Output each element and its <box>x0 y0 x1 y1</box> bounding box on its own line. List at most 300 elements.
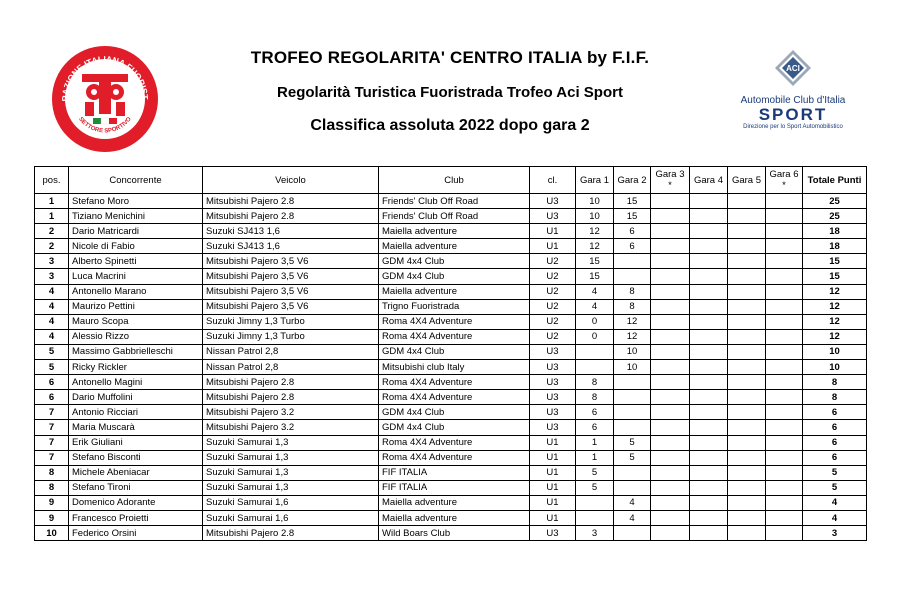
col-header-veicolo: Veicolo <box>203 167 379 194</box>
cell-gara4 <box>690 269 728 284</box>
cell-gara2 <box>614 465 651 480</box>
cell-concorrente: Dario Matricardi <box>69 224 203 239</box>
cell-club: Maiella adventure <box>379 224 530 239</box>
cell-classe: U3 <box>530 194 576 209</box>
cell-gara1: 0 <box>576 329 614 344</box>
cell-gara1: 1 <box>576 450 614 465</box>
cell-gara1: 10 <box>576 194 614 209</box>
cell-gara2: 6 <box>614 239 651 254</box>
col-header-gara2: Gara 2 <box>614 167 651 194</box>
cell-veicolo: Mitsubishi Pajero 2.8 <box>203 375 379 390</box>
col-header-pos: pos. <box>35 167 69 194</box>
cell-classe: U3 <box>530 360 576 375</box>
table-row <box>35 450 867 465</box>
cell-totale: 10 <box>803 344 867 359</box>
cell-club: GDM 4x4 Club <box>379 254 530 269</box>
cell-gara4 <box>690 194 728 209</box>
cell-gara1: 5 <box>576 480 614 495</box>
table-row <box>35 299 867 314</box>
cell-pos: 7 <box>35 450 69 465</box>
cell-gara6 <box>766 435 803 450</box>
cell-gara5 <box>728 465 766 480</box>
cell-club: Roma 4X4 Adventure <box>379 329 530 344</box>
cell-gara2: 6 <box>614 224 651 239</box>
cell-gara6 <box>766 299 803 314</box>
cell-gara2: 15 <box>614 194 651 209</box>
cell-gara6 <box>766 284 803 299</box>
cell-totale: 5 <box>803 465 867 480</box>
cell-concorrente: Francesco Proietti <box>69 510 203 525</box>
cell-gara6 <box>766 194 803 209</box>
cell-veicolo: Mitsubishi Pajero 2.8 <box>203 194 379 209</box>
cell-concorrente: Federico Orsini <box>69 526 203 541</box>
cell-veicolo: Suzuki Samurai 1,3 <box>203 480 379 495</box>
cell-totale: 15 <box>803 269 867 284</box>
table-row <box>35 329 867 344</box>
cell-totale: 25 <box>803 194 867 209</box>
cell-club: Friends' Club Off Road <box>379 209 530 224</box>
cell-gara4 <box>690 344 728 359</box>
cell-concorrente: Antonello Magini <box>69 375 203 390</box>
cell-club: Wild Boars Club <box>379 526 530 541</box>
cell-gara5 <box>728 420 766 435</box>
table-row <box>35 209 867 224</box>
cell-club: Maiella adventure <box>379 495 530 510</box>
cell-gara1: 15 <box>576 254 614 269</box>
cell-gara4 <box>690 209 728 224</box>
table-row <box>35 254 867 269</box>
cell-gara5 <box>728 510 766 525</box>
cell-gara2 <box>614 420 651 435</box>
aci-subtitle: Direzione per lo Sport Automobilistico <box>743 124 843 130</box>
cell-pos: 2 <box>35 224 69 239</box>
cell-gara4 <box>690 254 728 269</box>
cell-totale: 18 <box>803 239 867 254</box>
cell-gara3 <box>651 495 690 510</box>
cell-gara4 <box>690 299 728 314</box>
cell-gara6 <box>766 344 803 359</box>
cell-classe: U3 <box>530 526 576 541</box>
cell-veicolo: Suzuki SJ413 1,6 <box>203 224 379 239</box>
cell-gara6 <box>766 254 803 269</box>
cell-gara6 <box>766 495 803 510</box>
cell-concorrente: Michele Abeniacar <box>69 465 203 480</box>
cell-concorrente: Tiziano Menichini <box>69 209 203 224</box>
cell-pos: 4 <box>35 314 69 329</box>
cell-veicolo: Nissan Patrol 2,8 <box>203 360 379 375</box>
fif-logo <box>50 44 160 154</box>
cell-gara4 <box>690 420 728 435</box>
cell-totale: 12 <box>803 329 867 344</box>
cell-gara6 <box>766 329 803 344</box>
col-header-club: Club <box>379 167 530 194</box>
cell-gara3 <box>651 360 690 375</box>
cell-pos: 8 <box>35 465 69 480</box>
cell-classe: U1 <box>530 239 576 254</box>
cell-club: FIF ITALIA <box>379 480 530 495</box>
cell-gara6 <box>766 239 803 254</box>
cell-gara3 <box>651 299 690 314</box>
cell-gara5 <box>728 284 766 299</box>
cell-concorrente: Domenico Adorante <box>69 495 203 510</box>
cell-gara1 <box>576 495 614 510</box>
cell-gara5 <box>728 209 766 224</box>
cell-veicolo: Suzuki Samurai 1,6 <box>203 510 379 525</box>
cell-veicolo: Suzuki Samurai 1,3 <box>203 465 379 480</box>
cell-gara6 <box>766 390 803 405</box>
cell-gara3 <box>651 390 690 405</box>
cell-totale: 3 <box>803 526 867 541</box>
cell-gara4 <box>690 360 728 375</box>
cell-gara2 <box>614 375 651 390</box>
cell-classe: U1 <box>530 465 576 480</box>
cell-gara6 <box>766 420 803 435</box>
cell-concorrente: Massimo Gabbrielleschi <box>69 344 203 359</box>
cell-pos: 3 <box>35 254 69 269</box>
cell-gara4 <box>690 495 728 510</box>
cell-gara1: 6 <box>576 420 614 435</box>
cell-totale: 4 <box>803 495 867 510</box>
cell-pos: 9 <box>35 495 69 510</box>
cell-club: Roma 4X4 Adventure <box>379 450 530 465</box>
cell-pos: 7 <box>35 435 69 450</box>
cell-gara5 <box>728 375 766 390</box>
cell-veicolo: Mitsubishi Pajero 3,5 V6 <box>203 284 379 299</box>
cell-classe: U3 <box>530 405 576 420</box>
cell-gara5 <box>728 344 766 359</box>
cell-gara4 <box>690 465 728 480</box>
cell-gara2: 12 <box>614 329 651 344</box>
cell-concorrente: Ricky Rickler <box>69 360 203 375</box>
cell-gara4 <box>690 224 728 239</box>
cell-gara3 <box>651 435 690 450</box>
cell-gara3 <box>651 480 690 495</box>
col-header-cl: cl. <box>530 167 576 194</box>
col-header-totale: Totale Punti <box>803 167 867 194</box>
cell-pos: 10 <box>35 526 69 541</box>
cell-gara4 <box>690 375 728 390</box>
col-header-gara1: Gara 1 <box>576 167 614 194</box>
cell-classe: U2 <box>530 329 576 344</box>
cell-totale: 6 <box>803 435 867 450</box>
cell-veicolo: Mitsubishi Pajero 3.2 <box>203 405 379 420</box>
cell-concorrente: Antonello Marano <box>69 284 203 299</box>
cell-concorrente: Nicole di Fabio <box>69 239 203 254</box>
cell-veicolo: Mitsubishi Pajero 3,5 V6 <box>203 299 379 314</box>
cell-club: Roma 4X4 Adventure <box>379 314 530 329</box>
cell-gara6 <box>766 510 803 525</box>
cell-gara5 <box>728 450 766 465</box>
cell-pos: 4 <box>35 284 69 299</box>
table-row <box>35 239 867 254</box>
cell-gara5 <box>728 480 766 495</box>
table-header-row <box>35 167 867 194</box>
cell-totale: 5 <box>803 480 867 495</box>
page-title: TROFEO REGOLARITA' CENTRO ITALIA by F.I.F. <box>250 48 650 67</box>
cell-pos: 1 <box>35 209 69 224</box>
cell-classe: U1 <box>530 510 576 525</box>
cell-gara5 <box>728 329 766 344</box>
cell-gara3 <box>651 510 690 525</box>
table-row <box>35 526 867 541</box>
cell-concorrente: Stefano Tironi <box>69 480 203 495</box>
cell-club: FIF ITALIA <box>379 465 530 480</box>
cell-gara2: 12 <box>614 314 651 329</box>
cell-concorrente: Maurizo Pettini <box>69 299 203 314</box>
cell-gara3 <box>651 224 690 239</box>
cell-veicolo: Suzuki Jimny 1,3 Turbo <box>203 329 379 344</box>
cell-classe: U3 <box>530 390 576 405</box>
cell-concorrente: Luca Macrini <box>69 269 203 284</box>
cell-pos: 6 <box>35 375 69 390</box>
cell-gara1: 3 <box>576 526 614 541</box>
cell-concorrente: Dario Muffolini <box>69 390 203 405</box>
cell-gara5 <box>728 194 766 209</box>
table-row <box>35 269 867 284</box>
cell-gara2 <box>614 405 651 420</box>
cell-gara6 <box>766 375 803 390</box>
cell-concorrente: Stefano Moro <box>69 194 203 209</box>
cell-gara3 <box>651 239 690 254</box>
cell-gara5 <box>728 435 766 450</box>
cell-gara3 <box>651 194 690 209</box>
cell-gara4 <box>690 284 728 299</box>
cell-classe: U2 <box>530 299 576 314</box>
aci-name: Automobile Club d'Italia <box>740 95 846 106</box>
cell-gara2: 10 <box>614 344 651 359</box>
cell-gara2 <box>614 254 651 269</box>
cell-gara2: 4 <box>614 495 651 510</box>
cell-club: GDM 4x4 Club <box>379 344 530 359</box>
title-block <box>170 44 730 135</box>
cell-classe: U2 <box>530 284 576 299</box>
cell-gara5 <box>728 239 766 254</box>
cell-gara1 <box>576 344 614 359</box>
cell-gara1 <box>576 360 614 375</box>
cell-veicolo: Suzuki Jimny 1,3 Turbo <box>203 314 379 329</box>
cell-gara2: 5 <box>614 435 651 450</box>
cell-gara3 <box>651 465 690 480</box>
cell-gara5 <box>728 224 766 239</box>
table-row <box>35 360 867 375</box>
cell-gara5 <box>728 269 766 284</box>
cell-totale: 15 <box>803 254 867 269</box>
cell-veicolo: Mitsubishi Pajero 2.8 <box>203 390 379 405</box>
cell-gara1: 10 <box>576 209 614 224</box>
cell-classe: U1 <box>530 435 576 450</box>
cell-totale: 6 <box>803 405 867 420</box>
cell-veicolo: Mitsubishi Pajero 2.8 <box>203 526 379 541</box>
cell-gara6 <box>766 314 803 329</box>
cell-gara2 <box>614 526 651 541</box>
cell-gara3 <box>651 314 690 329</box>
cell-classe: U3 <box>530 375 576 390</box>
cell-gara5 <box>728 360 766 375</box>
cell-pos: 3 <box>35 269 69 284</box>
cell-gara6 <box>766 526 803 541</box>
cell-totale: 10 <box>803 360 867 375</box>
cell-veicolo: Mitsubishi Pajero 3,5 V6 <box>203 254 379 269</box>
cell-classe: U3 <box>530 420 576 435</box>
cell-club: Mitsubishi club Italy <box>379 360 530 375</box>
cell-gara4 <box>690 405 728 420</box>
aci-sport-word: SPORT <box>758 105 828 124</box>
cell-classe: U1 <box>530 495 576 510</box>
col-header-gara6: Gara 6 * <box>766 167 803 194</box>
table-row <box>35 480 867 495</box>
cell-gara3 <box>651 329 690 344</box>
cell-gara2: 8 <box>614 284 651 299</box>
cell-club: Maiella adventure <box>379 239 530 254</box>
table-row <box>35 405 867 420</box>
table-row <box>35 510 867 525</box>
cell-totale: 25 <box>803 209 867 224</box>
cell-classe: U2 <box>530 314 576 329</box>
cell-gara4 <box>690 526 728 541</box>
cell-gara6 <box>766 480 803 495</box>
cell-veicolo: Suzuki Samurai 1,3 <box>203 450 379 465</box>
cell-club: Roma 4X4 Adventure <box>379 435 530 450</box>
cell-totale: 12 <box>803 284 867 299</box>
aci-sport-logo <box>728 48 858 138</box>
page-subtitle: Regolarità Turistica Fuoristrada Trofeo Aci Sport <box>277 84 623 101</box>
cell-gara1: 12 <box>576 224 614 239</box>
cell-gara2: 4 <box>614 510 651 525</box>
cell-gara4 <box>690 450 728 465</box>
cell-club: GDM 4x4 Club <box>379 420 530 435</box>
cell-classe: U1 <box>530 450 576 465</box>
cell-concorrente: Alberto Spinetti <box>69 254 203 269</box>
cell-classe: U1 <box>530 480 576 495</box>
table-row <box>35 194 867 209</box>
cell-gara3 <box>651 254 690 269</box>
cell-gara6 <box>766 360 803 375</box>
cell-gara6 <box>766 450 803 465</box>
cell-concorrente: Maria Muscarà <box>69 420 203 435</box>
cell-veicolo: Suzuki SJ413 1,6 <box>203 239 379 254</box>
aci-badge-icon <box>773 48 813 88</box>
table-row <box>35 284 867 299</box>
cell-gara2: 10 <box>614 360 651 375</box>
cell-gara1: 15 <box>576 269 614 284</box>
cell-gara3 <box>651 375 690 390</box>
cell-gara1: 8 <box>576 375 614 390</box>
cell-gara3 <box>651 450 690 465</box>
cell-gara2 <box>614 390 651 405</box>
cell-concorrente: Mauro Scopa <box>69 314 203 329</box>
cell-gara3 <box>651 420 690 435</box>
cell-gara2 <box>614 480 651 495</box>
table-row <box>35 435 867 450</box>
cell-gara3 <box>651 344 690 359</box>
cell-gara6 <box>766 269 803 284</box>
svg-text:SETTORE SPORTIVO: SETTORE SPORTIVO <box>77 116 133 135</box>
table-row <box>35 314 867 329</box>
cell-gara1: 0 <box>576 314 614 329</box>
table-row <box>35 224 867 239</box>
cell-veicolo: Mitsubishi Pajero 3,5 V6 <box>203 269 379 284</box>
cell-club: Maiella adventure <box>379 510 530 525</box>
cell-totale: 12 <box>803 314 867 329</box>
cell-pos: 9 <box>35 510 69 525</box>
cell-totale: 18 <box>803 224 867 239</box>
cell-concorrente: Antonio Ricciari <box>69 405 203 420</box>
table-row <box>35 375 867 390</box>
table-row <box>35 495 867 510</box>
cell-gara5 <box>728 254 766 269</box>
col-header-gara4: Gara 4 <box>690 167 728 194</box>
cell-veicolo: Nissan Patrol 2,8 <box>203 344 379 359</box>
col-header-concorrente: Concorrente <box>69 167 203 194</box>
cell-club: Roma 4X4 Adventure <box>379 390 530 405</box>
cell-gara6 <box>766 209 803 224</box>
table-row <box>35 465 867 480</box>
cell-totale: 6 <box>803 420 867 435</box>
cell-gara6 <box>766 465 803 480</box>
cell-gara4 <box>690 329 728 344</box>
cell-gara3 <box>651 269 690 284</box>
cell-gara4 <box>690 480 728 495</box>
cell-club: Roma 4X4 Adventure <box>379 375 530 390</box>
standings-table <box>34 166 867 541</box>
cell-club: GDM 4x4 Club <box>379 405 530 420</box>
cell-gara3 <box>651 284 690 299</box>
cell-totale: 8 <box>803 390 867 405</box>
cell-gara1: 12 <box>576 239 614 254</box>
cell-gara1: 1 <box>576 435 614 450</box>
cell-gara1: 4 <box>576 284 614 299</box>
cell-gara1: 6 <box>576 405 614 420</box>
col-header-gara3: Gara 3 * <box>651 167 690 194</box>
cell-classe: U2 <box>530 254 576 269</box>
cell-gara5 <box>728 390 766 405</box>
cell-gara1: 8 <box>576 390 614 405</box>
cell-veicolo: Suzuki Samurai 1,3 <box>203 435 379 450</box>
cell-gara3 <box>651 405 690 420</box>
cell-pos: 2 <box>35 239 69 254</box>
cell-veicolo: Mitsubishi Pajero 3.2 <box>203 420 379 435</box>
cell-gara5 <box>728 299 766 314</box>
table-row <box>35 420 867 435</box>
cell-concorrente: Alessio Rizzo <box>69 329 203 344</box>
cell-totale: 6 <box>803 450 867 465</box>
cell-veicolo: Suzuki Samurai 1,6 <box>203 495 379 510</box>
cell-classe: U3 <box>530 344 576 359</box>
cell-gara4 <box>690 510 728 525</box>
classifica-title: Classifica assoluta 2022 dopo gara 2 <box>310 117 590 134</box>
cell-gara5 <box>728 314 766 329</box>
cell-club: GDM 4x4 Club <box>379 269 530 284</box>
cell-pos: 4 <box>35 299 69 314</box>
cell-gara1: 4 <box>576 299 614 314</box>
table-row <box>35 344 867 359</box>
cell-gara4 <box>690 435 728 450</box>
cell-gara5 <box>728 495 766 510</box>
cell-pos: 7 <box>35 420 69 435</box>
cell-club: Maiella adventure <box>379 284 530 299</box>
cell-gara6 <box>766 224 803 239</box>
cell-pos: 1 <box>35 194 69 209</box>
cell-gara2: 8 <box>614 299 651 314</box>
cell-concorrente: Erik Giuliani <box>69 435 203 450</box>
cell-gara6 <box>766 405 803 420</box>
cell-gara4 <box>690 390 728 405</box>
cell-gara1 <box>576 510 614 525</box>
svg-text:ACI: ACI <box>786 64 800 73</box>
cell-veicolo: Mitsubishi Pajero 2.8 <box>203 209 379 224</box>
cell-gara5 <box>728 405 766 420</box>
cell-pos: 4 <box>35 329 69 344</box>
